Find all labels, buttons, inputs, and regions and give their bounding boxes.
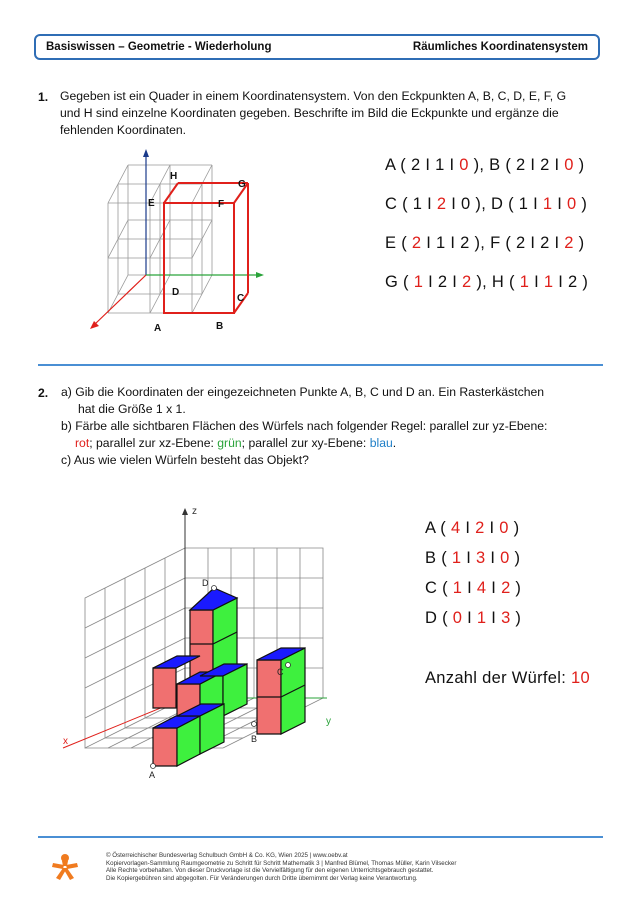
word-gruen: grün — [217, 436, 242, 450]
y-axis-arrow-icon — [256, 272, 264, 278]
task2-answer-line-1-segment: 0 — [499, 519, 509, 537]
task1-answer-line-2-segment: ) — [576, 195, 588, 213]
task2-a-line1: a) Gib die Koordinaten der eingezeichneten Punkte A, B, C und D an. Ein Rasterkästchen — [61, 385, 545, 399]
task1-answer-line-4 — [385, 273, 588, 292]
task1-answer-line-4-segment: 1 — [413, 273, 424, 291]
task2-answer-line-3-segment: 4 — [476, 579, 487, 597]
point-c-marker — [286, 663, 291, 668]
z-axis-arrow-icon — [182, 508, 188, 515]
task1-answer-line-2-segment: I 0 ), D ( 1 I — [446, 195, 543, 213]
cube-count-label: Anzahl der Würfel: — [425, 669, 572, 687]
task2-number: 2. — [38, 386, 49, 400]
task2-b-mid2: ; parallel zur xy-Ebene: — [241, 436, 370, 450]
cuboid-grid — [108, 165, 212, 313]
task1-answer-line-2 — [385, 195, 587, 214]
task1-answer-line-4-segment: I 2 ) — [553, 273, 589, 291]
x-axis — [94, 275, 146, 325]
word-blau: blau — [369, 436, 393, 450]
point-label-d: D — [172, 287, 180, 298]
task2-answer-line-1-segment: 2 — [475, 519, 485, 537]
task1-number: 1. — [38, 90, 49, 104]
task1-answer-line-3-segment: I 1 I 2 ), F ( 2 I 2 I — [421, 234, 565, 252]
task2-answer-line-2-segment: I — [461, 549, 477, 567]
task1-text-line3: fehlenden Koordinaten. — [60, 123, 187, 137]
task2-answer-line-3-segment: I — [486, 579, 502, 597]
publisher-logo-icon — [50, 852, 80, 882]
task2-answer-line-4 — [425, 609, 521, 628]
cube-count — [425, 669, 590, 688]
task2-a-line2: hat die Größe 1 x 1. — [78, 402, 186, 416]
task1-answer-line-2-segment: 1 — [542, 195, 553, 213]
task2-answer-line-3-segment: C ( — [425, 579, 453, 597]
point-label-a: A — [154, 323, 162, 334]
task2-answer-line-4-segment: ) — [510, 609, 522, 627]
point-label-g: G — [238, 179, 246, 190]
header-left-title: Basiswissen – Geometrie - Wiederholung — [46, 41, 272, 53]
footer-line3: Alle Rechte vorbehalten. Von dieser Druckvorlage ist die Vervielfältigung für den eigenen Unterrichtsgebrauch gestattet. — [106, 867, 434, 875]
task2-answer-line-4-segment: 3 — [501, 609, 511, 627]
task1-answer-line-2-segment: 0 — [567, 195, 577, 213]
task2-answer-line-2-segment: I — [485, 549, 501, 567]
task1-answer-line-1-segment: 0 — [459, 156, 469, 174]
task2-b-line2 — [61, 435, 547, 452]
task1-answer-line-3-segment: 2 — [411, 234, 422, 252]
task1-answer-line-2-segment: 2 — [436, 195, 447, 213]
task2-b-mid1: ; parallel zur xz-Ebene: — [89, 436, 218, 450]
task2-answer-line-1-segment: 4 — [450, 519, 461, 537]
task2-answer-line-3-segment: 2 — [501, 579, 511, 597]
point-label-c: C — [237, 293, 245, 304]
task1-text — [60, 88, 566, 139]
task2-answer-line-1-segment: I — [460, 519, 476, 537]
task2-answer-line-2-segment: ) — [509, 549, 521, 567]
task1-answer-line-4-segment: I — [529, 273, 544, 291]
point-label-d: D — [202, 578, 209, 588]
task2-c-line: c) Aus wie vielen Würfeln besteht das Objekt? — [61, 453, 309, 467]
task1-text-line2: und H sind einzelne Koordinaten gegeben. Beschrifte im Bild die Eckpunkte und ergänze die — [60, 106, 559, 120]
cube-count-value: 10 — [571, 669, 590, 687]
point-a-marker — [151, 764, 156, 769]
footer-line1: © Österreichischer Bundesverlag Schulbuch GmbH & Co. KG, Wien 2025 | www.oebv.at — [106, 852, 348, 859]
task1-answer-line-1-segment: ), B ( 2 I 2 I — [468, 156, 565, 174]
task1-answer-line-4-segment: I 2 I — [423, 273, 462, 291]
task2-text — [61, 384, 547, 469]
task2-answer-line-1-segment: ) — [508, 519, 520, 537]
cube-stack — [153, 588, 305, 766]
task1-answer-line-4-segment: ), H ( — [471, 273, 520, 291]
cuboid-figure — [80, 145, 280, 340]
task2-answer-line-2 — [425, 549, 520, 568]
task1-answer-line-4-segment: 2 — [461, 273, 472, 291]
footer-divider — [38, 836, 603, 838]
task2-answer-line-2-segment: 0 — [500, 549, 510, 567]
task2-answer-line-4-segment: D ( — [425, 609, 453, 627]
task1-answer-line-4-segment: G ( — [385, 273, 414, 291]
task1-answer-line-3-segment: ) — [573, 234, 585, 252]
task1-answer-line-4-segment: 1 — [543, 273, 554, 291]
point-b-marker — [252, 722, 257, 727]
footer-text — [106, 852, 536, 882]
task2-answer-line-2-segment: B ( — [425, 549, 452, 567]
task2-answer-line-2-segment: 1 — [451, 549, 462, 567]
point-label-c: C — [277, 667, 284, 677]
task1-answer-line-1-segment: ) — [573, 156, 585, 174]
point-label-f: F — [218, 199, 225, 210]
task2-answer-line-4-segment: I — [462, 609, 477, 627]
point-d-marker — [212, 586, 217, 591]
task2-answer-line-4-segment: I — [486, 609, 502, 627]
header-right-title: Räumliches Koordinatensystem — [412, 41, 588, 53]
task2-answer-line-3 — [425, 579, 521, 598]
axis-label-y: y — [326, 716, 331, 727]
task1-answer-line-3-segment: E ( — [385, 234, 412, 252]
task2-answer-line-1 — [425, 519, 519, 538]
point-label-h: H — [170, 171, 178, 182]
task1-answer-line-2-segment: I — [552, 195, 568, 213]
task1-answer-line-1-segment: 0 — [564, 156, 574, 174]
task1-answer-line-1 — [385, 156, 584, 175]
cube-object-figure — [55, 498, 355, 783]
z-axis-arrow-icon — [143, 149, 149, 157]
task2-answer-line-3-segment: ) — [510, 579, 522, 597]
task2-b-line1: b) Färbe alle sichtbaren Flächen des Würfels nach folgender Regel: parallel zur yz-Ebene: — [61, 419, 548, 433]
task2-answer-line-3-segment: I — [462, 579, 477, 597]
task2-answer-line-2-segment: 3 — [476, 549, 486, 567]
task1-answer-line-3 — [385, 234, 584, 253]
task2-b-end: . — [392, 436, 397, 450]
footer-line2: Kopiervorlagen-Sammlung Raumgeometrie zu Schritt für Schritt Mathematik 3 | Manfred Blümel, Thomas Müller, Karin Vilsecker — [106, 859, 457, 867]
task1-answer-line-4-segment: 1 — [519, 273, 530, 291]
task1-text-line1: Gegeben ist ein Quader in einem Koordinatensystem. Von den Eckpunkten A, B, C, D, E, F, G — [60, 89, 567, 103]
footer-line4: Die Kopiergebühren sind abgegolten. Für Veränderungen durch Dritte übernimmt der Verlag keine Verantwortung. — [106, 874, 418, 882]
word-rot: rot — [75, 436, 90, 450]
point-label-a: A — [149, 770, 156, 780]
axis-label-z: z — [192, 506, 197, 517]
task2-answer-line-3-segment: 1 — [452, 579, 463, 597]
task2-answer-line-4-segment: 0 — [452, 609, 463, 627]
point-label-b: B — [216, 321, 224, 332]
point-label-b: B — [251, 734, 258, 744]
task1-answer-line-3-segment: 2 — [564, 234, 574, 252]
task1-answer-line-2-segment: C ( 1 I — [385, 195, 437, 213]
task2-answer-line-1-segment: A ( — [425, 519, 451, 537]
page-header — [34, 34, 600, 60]
task2-answer-line-4-segment: 1 — [476, 609, 487, 627]
task1-answer-line-1-segment: A ( 2 I 1 I — [385, 156, 460, 174]
axis-label-x: x — [63, 736, 68, 747]
task2-answer-line-1-segment: I — [484, 519, 500, 537]
section-divider — [38, 364, 603, 366]
point-label-e: E — [148, 198, 155, 209]
